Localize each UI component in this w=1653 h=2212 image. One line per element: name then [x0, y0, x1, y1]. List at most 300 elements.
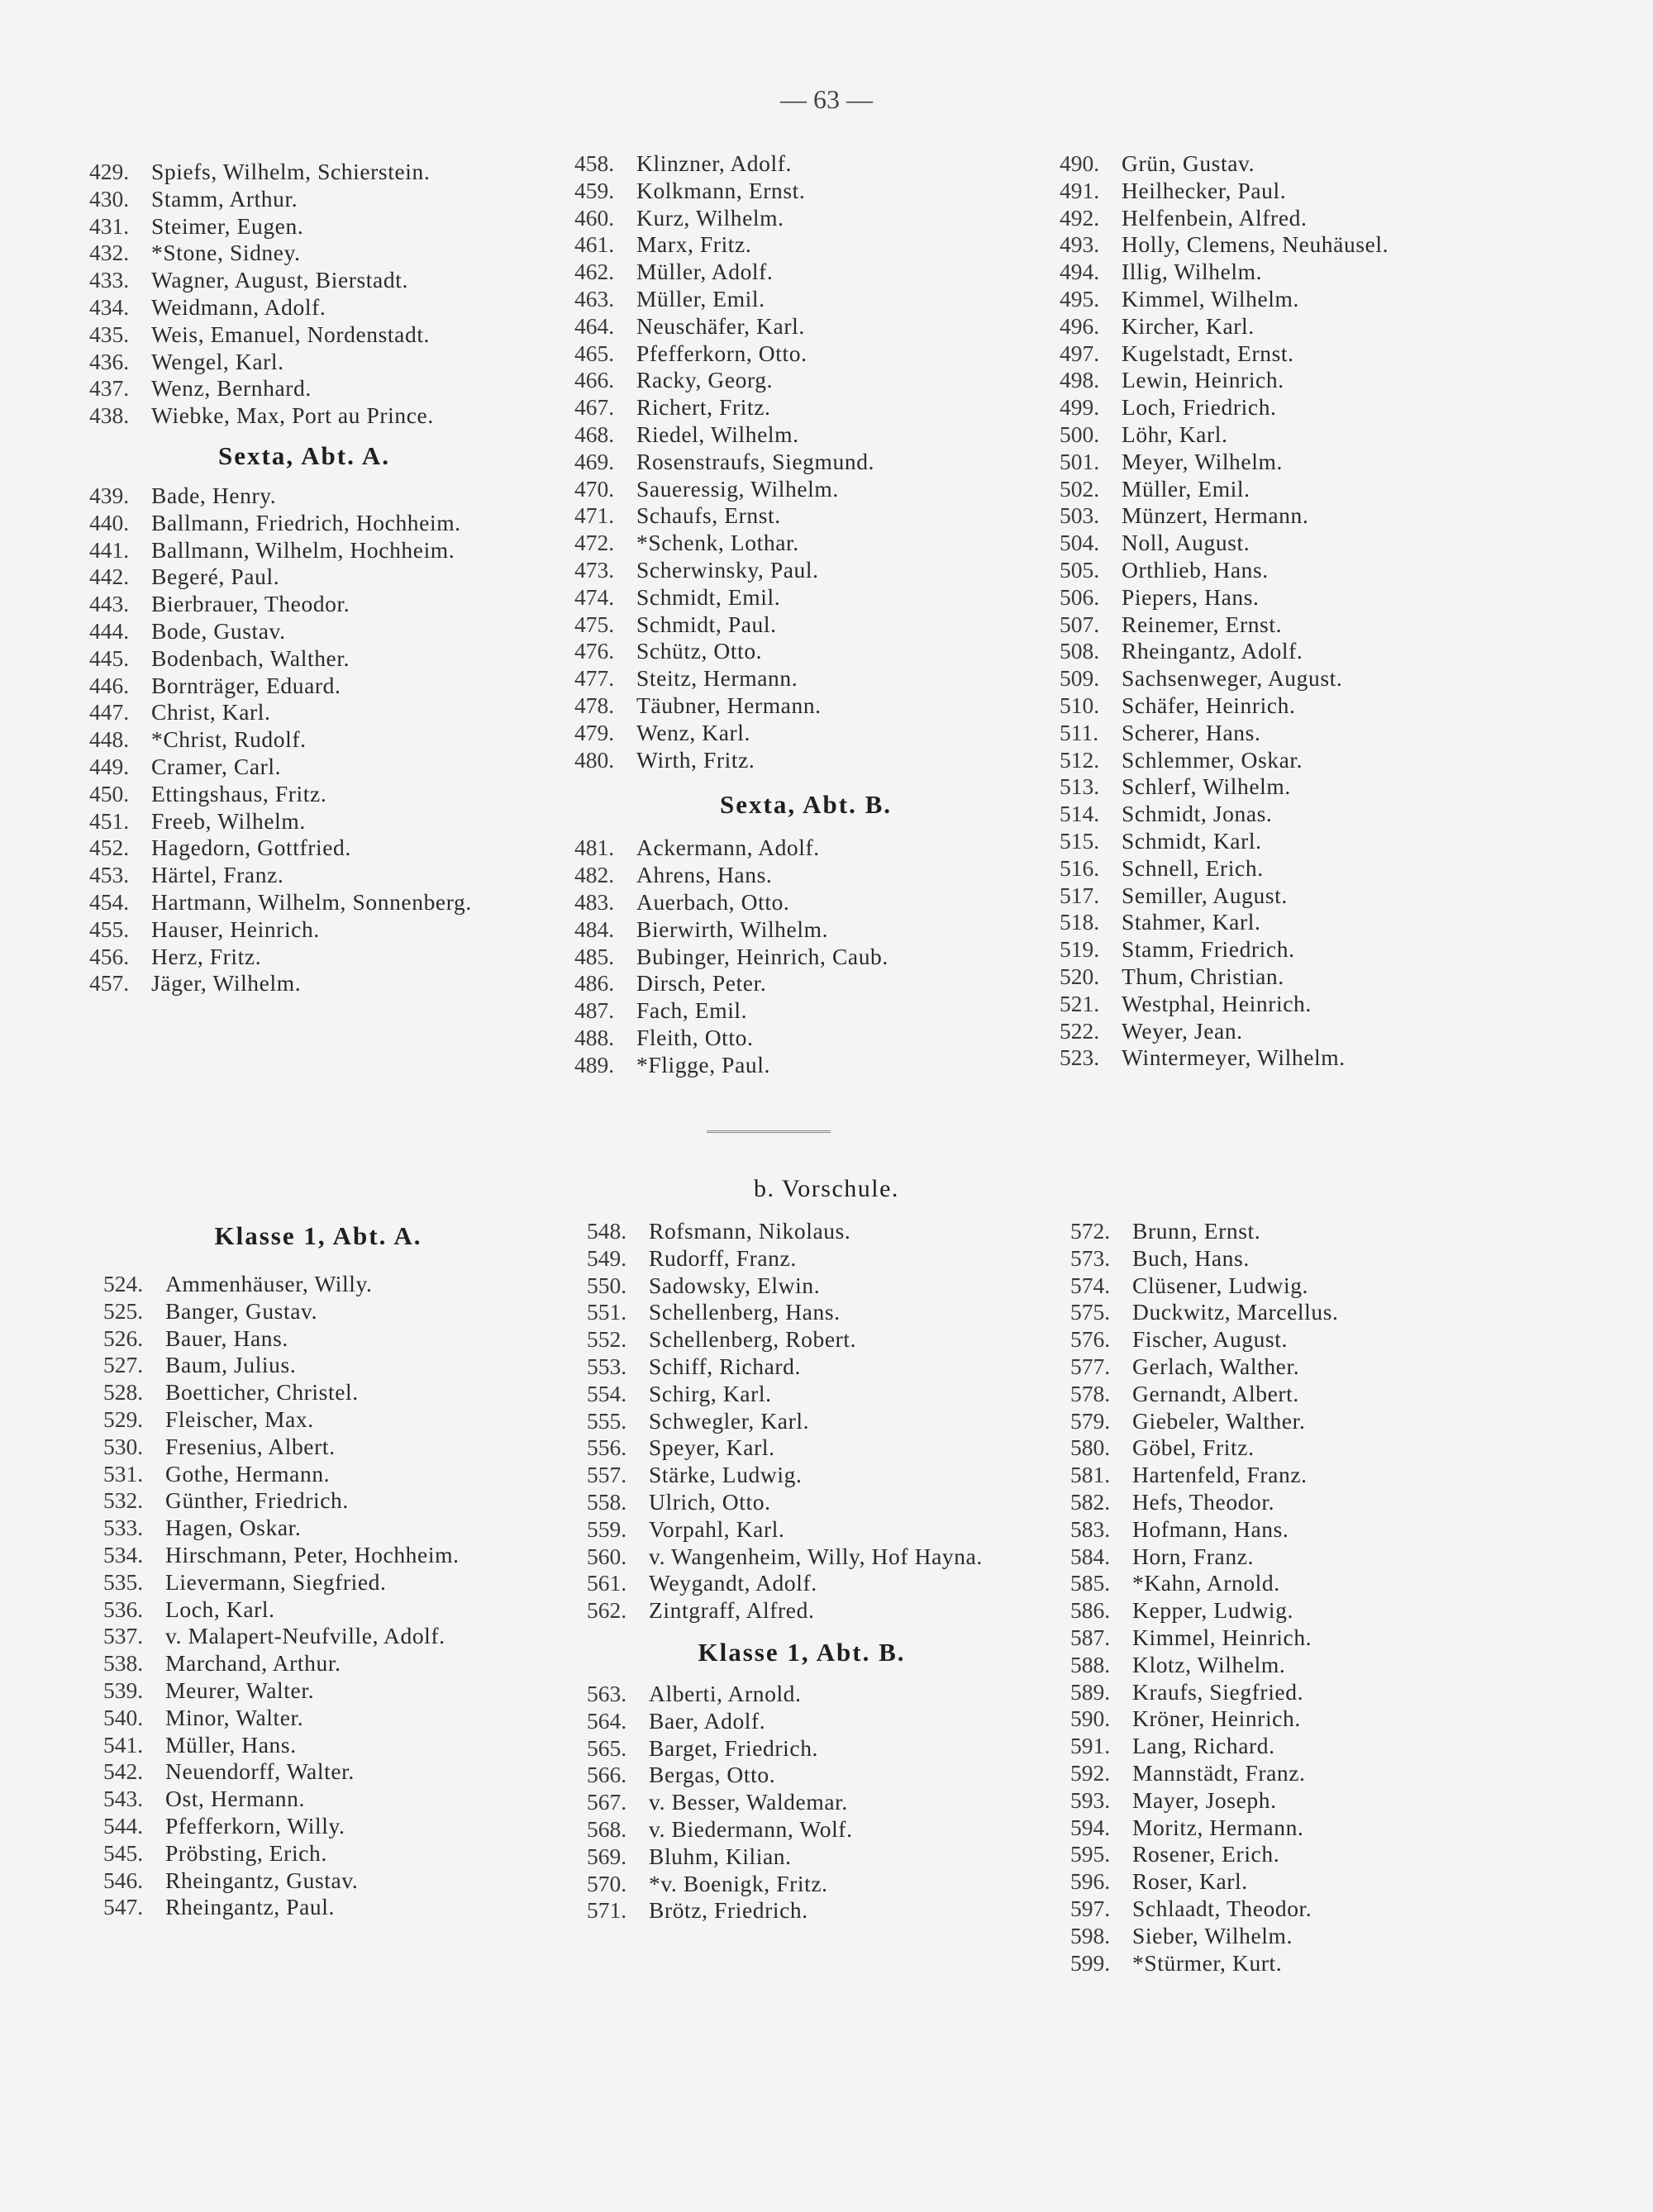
list-entry	[1070, 1841, 1566, 1868]
entry-number: 456.	[89, 943, 130, 969]
entry-name: Müller, Hans.	[165, 1731, 297, 1758]
entry-name: Hefs, Theodor.	[1132, 1488, 1275, 1515]
entry-name: Bierwirth, Wilhelm.	[636, 916, 829, 942]
entry-number: 515.	[1060, 827, 1100, 854]
entry-name: Fischer, August.	[1132, 1326, 1289, 1353]
list-entry	[103, 1325, 533, 1353]
entry-name: Richert, Fritz.	[636, 394, 771, 421]
entry-name: Rosenstraufs, Siegmund.	[636, 448, 875, 474]
entry-name: Roser, Karl.	[1132, 1868, 1248, 1895]
entry-name: *Stone, Sidney.	[151, 240, 301, 266]
list-entry	[574, 367, 1037, 394]
list-entry	[89, 240, 519, 267]
entry-name: Rheingantz, Paul.	[165, 1894, 335, 1920]
list-entry	[1060, 449, 1589, 476]
entry-name: Schirg, Karl.	[649, 1380, 772, 1406]
entry-number: 563.	[587, 1680, 627, 1706]
list-entry	[89, 916, 519, 944]
entry-number: 510.	[1060, 692, 1100, 718]
entry-number: 444.	[89, 617, 130, 644]
entry-name: Wengel, Karl.	[151, 348, 284, 374]
entry-number: 441.	[89, 536, 130, 563]
list-entry	[1060, 801, 1589, 828]
student-list	[89, 483, 519, 997]
entry-number: 484.	[574, 916, 615, 942]
list-entry	[1070, 1272, 1566, 1300]
entry-name: Jäger, Wilhelm.	[151, 970, 302, 997]
entry-name: Wenz, Bernhard.	[151, 375, 312, 402]
list-entry	[103, 1542, 533, 1569]
entry-number: 562.	[587, 1597, 627, 1624]
list-entry	[574, 970, 1037, 997]
list-entry	[1070, 1733, 1566, 1760]
entry-number: 591.	[1070, 1733, 1111, 1759]
entry-name: Rosener, Erich.	[1132, 1841, 1280, 1867]
list-entry	[89, 889, 519, 916]
list-entry	[1060, 178, 1589, 205]
list-entry	[1060, 611, 1589, 639]
list-entry	[89, 321, 519, 349]
entry-number: 455.	[89, 916, 130, 942]
list-entry	[587, 1434, 1017, 1462]
entry-name: Vorpahl, Karl.	[649, 1515, 785, 1542]
entry-name: Mannstädt, Franz.	[1132, 1759, 1306, 1786]
entry-name: Stamm, Arthur.	[151, 185, 298, 212]
student-list	[103, 1271, 533, 1921]
entry-name: Steimer, Eugen.	[151, 212, 304, 239]
entry-name: Sachsenweger, August.	[1122, 665, 1343, 692]
entry-number: 504.	[1060, 530, 1100, 556]
entry-number: 542.	[103, 1758, 144, 1785]
entry-name: Wagner, August, Bierstadt.	[151, 267, 408, 293]
entry-name: Täubner, Hermann.	[636, 692, 822, 718]
list-entry	[1060, 584, 1589, 611]
entry-number: 433.	[89, 267, 130, 293]
entry-number: 571.	[587, 1897, 627, 1924]
entry-name: Semiller, August.	[1122, 882, 1288, 908]
list-entry	[89, 186, 519, 213]
entry-number: 478.	[574, 692, 615, 718]
student-list	[587, 1218, 1017, 1625]
list-entry	[1060, 747, 1589, 774]
list-entry	[89, 726, 519, 754]
list-entry	[1060, 828, 1589, 855]
entry-number: 524.	[103, 1271, 144, 1296]
list-entry	[1070, 1597, 1566, 1625]
entry-name: Bubinger, Heinrich, Caub.	[636, 943, 888, 969]
entry-number: 537.	[103, 1623, 144, 1649]
list-entry	[1060, 394, 1589, 421]
entry-name: *v. Boenigk, Fritz.	[649, 1870, 828, 1896]
entry-name: Schwegler, Karl.	[649, 1407, 810, 1434]
entry-name: v. Besser, Waldemar.	[649, 1789, 848, 1815]
entry-number: 435.	[89, 321, 130, 347]
section-heading-sexta-b: Sexta, Abt. B.	[720, 790, 892, 820]
list-entry	[587, 1735, 1017, 1762]
entry-number: 512.	[1060, 746, 1100, 773]
entry-name: Boetticher, Christel.	[165, 1379, 359, 1406]
list-entry	[574, 1052, 1037, 1079]
list-entry	[103, 1840, 533, 1867]
entry-name: Saueressig, Wilhelm.	[636, 475, 839, 502]
entry-number: 553.	[587, 1353, 627, 1379]
entry-name: Bergas, Otto.	[649, 1762, 776, 1788]
list-entry	[1070, 1544, 1566, 1571]
list-entry	[574, 231, 1037, 259]
entry-number: 499.	[1060, 394, 1100, 421]
entry-name: Westphal, Heinrich.	[1122, 990, 1312, 1016]
entry-name: Reinemer, Ernst.	[1122, 611, 1283, 637]
entry-name: Horn, Franz.	[1132, 1543, 1254, 1569]
entry-name: Schellenberg, Robert.	[649, 1326, 857, 1353]
list-entry	[1060, 936, 1589, 963]
entry-name: Lievermann, Siegfried.	[165, 1568, 387, 1595]
entry-number: 505.	[1060, 556, 1100, 583]
list-entry	[1060, 367, 1589, 394]
list-entry	[103, 1894, 533, 1921]
entry-name: Stärke, Ludwig.	[649, 1462, 803, 1488]
list-entry	[89, 618, 519, 645]
entry-name: Schnell, Erich.	[1122, 854, 1264, 881]
entry-number: 567.	[587, 1789, 627, 1815]
list-entry	[89, 808, 519, 835]
list-entry	[574, 916, 1037, 944]
entry-number: 511.	[1060, 719, 1099, 745]
entry-number: 594.	[1070, 1814, 1111, 1840]
list-entry	[587, 1843, 1017, 1871]
entry-number: 438.	[89, 402, 130, 429]
list-entry	[587, 1570, 1017, 1597]
entry-name: Noll, August.	[1122, 530, 1250, 556]
list-entry	[574, 394, 1037, 421]
bottom-column-1	[103, 1221, 533, 1921]
entry-name: Herz, Fritz.	[151, 943, 262, 969]
entry-number: 523.	[1060, 1044, 1100, 1071]
list-entry	[574, 692, 1037, 720]
list-entry	[574, 313, 1037, 340]
entry-name: Schlerf, Wilhelm.	[1122, 773, 1291, 800]
entry-name: Alberti, Arnold.	[649, 1680, 802, 1706]
list-entry	[1070, 1408, 1566, 1435]
top-column-2	[574, 150, 1037, 1079]
entry-name: Wintermeyer, Wilhelm.	[1122, 1044, 1346, 1071]
entry-number: 538.	[103, 1650, 144, 1677]
entry-name: Helfenbein, Alfred.	[1122, 204, 1308, 231]
entry-name: v. Wangenheim, Willy, Hof Hayna.	[649, 1543, 983, 1569]
entry-name: Clüsener, Ludwig.	[1132, 1272, 1309, 1298]
entry-name: Schmidt, Emil.	[636, 583, 781, 610]
entry-name: Kurz, Wilhelm.	[636, 204, 784, 231]
entry-name: Müller, Adolf.	[636, 259, 774, 285]
entry-name: Kimmel, Wilhelm.	[1122, 285, 1299, 312]
list-entry	[1060, 286, 1589, 313]
entry-name: Moritz, Hermann.	[1132, 1814, 1304, 1840]
entry-number: 546.	[103, 1867, 144, 1893]
entry-number: 544.	[103, 1812, 144, 1839]
list-entry	[1060, 421, 1589, 449]
entry-name: Schlaadt, Theodor.	[1132, 1895, 1312, 1921]
list-entry	[1070, 1705, 1566, 1733]
list-entry	[89, 375, 519, 402]
list-entry	[587, 1516, 1017, 1544]
entry-number: 453.	[89, 862, 130, 888]
entry-name: Hartenfeld, Franz.	[1132, 1462, 1308, 1488]
entry-number: 459.	[574, 177, 615, 203]
entry-name: Steitz, Hermann.	[636, 665, 798, 692]
entry-number: 549.	[587, 1244, 627, 1271]
entry-number: 539.	[103, 1677, 144, 1703]
entry-number: 547.	[103, 1894, 144, 1920]
entry-number: 442.	[89, 564, 130, 590]
entry-name: Günther, Friedrich.	[165, 1487, 349, 1514]
vorschule-heading-row	[0, 1175, 1653, 1203]
list-entry	[574, 889, 1037, 916]
entry-number: 473.	[574, 556, 615, 583]
entry-name: Scherer, Hans.	[1122, 719, 1261, 745]
entry-number: 535.	[103, 1568, 144, 1595]
entry-name: *Christ, Rudolf.	[151, 726, 307, 753]
entry-number: 587.	[1070, 1624, 1111, 1650]
entry-number: 474.	[574, 583, 615, 610]
list-entry	[574, 476, 1037, 503]
entry-number: 581.	[1070, 1462, 1111, 1488]
entry-name: Holly, Clemens, Neuhäusel.	[1122, 231, 1389, 258]
entry-number: 575.	[1070, 1299, 1111, 1325]
entry-number: 454.	[89, 888, 130, 915]
entry-number: 472.	[574, 530, 615, 556]
entry-name: Orthlieb, Hans.	[1122, 556, 1269, 583]
list-entry	[587, 1544, 1017, 1571]
entry-number: 569.	[587, 1843, 627, 1869]
entry-number: 526.	[103, 1325, 144, 1351]
entry-name: Brötz, Friedrich.	[649, 1897, 808, 1924]
entry-name: Rudorff, Franz.	[649, 1244, 797, 1271]
list-entry	[587, 1353, 1017, 1381]
entry-number: 590.	[1070, 1705, 1111, 1732]
entry-name: Sieber, Wilhelm.	[1132, 1922, 1293, 1948]
entry-number: 566.	[587, 1762, 627, 1788]
entry-number: 548.	[587, 1218, 627, 1244]
entry-number: 534.	[103, 1541, 144, 1567]
list-entry	[574, 720, 1037, 747]
entry-name: Grün, Gustav.	[1122, 150, 1255, 176]
student-list	[587, 1681, 1017, 1924]
entry-name: Härtel, Franz.	[151, 862, 284, 888]
student-list	[574, 835, 1037, 1078]
entry-number: 529.	[103, 1406, 144, 1432]
list-entry	[89, 645, 519, 673]
entry-name: Kircher, Karl.	[1122, 312, 1255, 339]
entry-name: Fleischer, Max.	[165, 1406, 314, 1432]
list-entry	[103, 1406, 533, 1434]
entry-number: 580.	[1070, 1434, 1111, 1461]
entry-number: 527.	[103, 1352, 144, 1378]
entry-name: Schiff, Richard.	[649, 1353, 801, 1379]
entry-number: 495.	[1060, 285, 1100, 312]
list-entry	[1070, 1652, 1566, 1679]
list-entry	[574, 665, 1037, 692]
list-entry	[89, 781, 519, 808]
entry-name: Schellenberg, Hans.	[649, 1299, 841, 1325]
entry-number: 469.	[574, 448, 615, 474]
list-entry	[574, 584, 1037, 611]
list-entry	[89, 591, 519, 618]
entry-number: 508.	[1060, 638, 1100, 664]
entry-number: 586.	[1070, 1597, 1111, 1624]
entry-name: Buch, Hans.	[1132, 1244, 1250, 1271]
entry-number: 475.	[574, 611, 615, 637]
entry-name: Marchand, Arthur.	[165, 1650, 341, 1677]
entry-name: Wirth, Fritz.	[636, 746, 755, 773]
entry-name: Fach, Emil.	[636, 997, 748, 1024]
entry-number: 565.	[587, 1734, 627, 1761]
list-entry	[1070, 1299, 1566, 1326]
entry-number: 577.	[1070, 1353, 1111, 1379]
list-entry	[587, 1462, 1017, 1489]
entry-name: Schmidt, Paul.	[636, 611, 777, 637]
list-entry	[89, 835, 519, 862]
section-heading-sexta-a: Sexta, Abt. A.	[218, 440, 390, 470]
entry-name: Bade, Henry.	[151, 482, 277, 508]
entry-number: 558.	[587, 1488, 627, 1515]
entry-number: 489.	[574, 1051, 615, 1077]
entry-name: Schäfer, Heinrich.	[1122, 692, 1296, 718]
entry-name: Rheingantz, Gustav.	[165, 1867, 359, 1893]
entry-number: 530.	[103, 1433, 144, 1459]
entry-name: Giebeler, Walther.	[1132, 1407, 1306, 1434]
entry-name: *Kahn, Arnold.	[1132, 1570, 1280, 1596]
entry-name: Bode, Gustav.	[151, 617, 286, 644]
list-entry	[1070, 1787, 1566, 1815]
entry-name: Hagedorn, Gottfried.	[151, 835, 351, 861]
list-entry	[587, 1245, 1017, 1272]
entry-number: 462.	[574, 259, 615, 285]
list-entry	[587, 1218, 1017, 1245]
entry-name: v. Malapert-Neufville, Adolf.	[165, 1623, 445, 1649]
list-entry	[1060, 692, 1589, 720]
entry-number: 514.	[1060, 801, 1100, 827]
entry-name: Heilhecker, Paul.	[1122, 177, 1287, 203]
entry-number: 516.	[1060, 854, 1100, 881]
entry-number: 466.	[574, 367, 615, 393]
entry-number: 483.	[574, 888, 615, 915]
entry-name: Illig, Wilhelm.	[1122, 259, 1263, 285]
list-entry	[1070, 1245, 1566, 1272]
entry-name: Meurer, Walter.	[165, 1677, 315, 1703]
entry-name: Kimmel, Heinrich.	[1132, 1624, 1312, 1650]
list-entry	[574, 178, 1037, 205]
list-entry	[1060, 638, 1589, 665]
entry-name: Hofmann, Hans.	[1132, 1515, 1289, 1542]
entry-number: 585.	[1070, 1570, 1111, 1596]
list-entry	[574, 862, 1037, 889]
entry-name: Loch, Friedrich.	[1122, 394, 1277, 421]
section-heading-vorschule: b. Vorschule.	[754, 1175, 899, 1202]
entry-name: Bornträger, Eduard.	[151, 672, 341, 698]
entry-number: 500.	[1060, 421, 1100, 447]
entry-number: 494.	[1060, 259, 1100, 285]
entry-number: 488.	[574, 1024, 615, 1050]
list-entry	[1070, 1760, 1566, 1787]
entry-number: 598.	[1070, 1922, 1111, 1948]
entry-number: 437.	[89, 375, 130, 402]
entry-number: 518.	[1060, 909, 1100, 935]
entry-name: Lang, Richard.	[1132, 1733, 1275, 1759]
student-list	[89, 159, 519, 430]
list-entry	[89, 349, 519, 376]
entry-number: 440.	[89, 509, 130, 535]
entry-number: 458.	[574, 150, 615, 176]
page-number: — 63 —	[780, 84, 873, 114]
list-entry	[1060, 340, 1589, 368]
entry-number: 463.	[574, 285, 615, 312]
entry-name: Brunn, Ernst.	[1132, 1218, 1261, 1244]
entry-number: 573.	[1070, 1244, 1111, 1271]
entry-number: 482.	[574, 862, 615, 888]
entry-name: Hirschmann, Peter, Hochheim.	[165, 1541, 460, 1567]
list-entry	[1060, 720, 1589, 747]
list-entry	[587, 1408, 1017, 1435]
entry-name: Hauser, Heinrich.	[151, 916, 320, 942]
list-entry	[89, 537, 519, 564]
list-entry	[89, 754, 519, 781]
entry-name: Pfefferkorn, Willy.	[165, 1812, 345, 1839]
list-entry	[103, 1569, 533, 1596]
entry-number: 465.	[574, 340, 615, 366]
list-entry	[587, 1489, 1017, 1516]
student-list	[574, 150, 1037, 773]
list-entry	[574, 286, 1037, 313]
list-entry	[1060, 313, 1589, 340]
entry-number: 447.	[89, 699, 130, 725]
list-entry	[1070, 1950, 1566, 1977]
list-entry	[1070, 1625, 1566, 1652]
entry-name: Weyer, Jean.	[1122, 1017, 1243, 1044]
entry-name: Dirsch, Peter.	[636, 970, 767, 997]
list-entry	[587, 1681, 1017, 1708]
entry-number: 509.	[1060, 665, 1100, 692]
entry-name: Hagen, Oskar.	[165, 1515, 302, 1541]
entry-number: 496.	[1060, 312, 1100, 339]
entry-name: Thum, Christian.	[1122, 963, 1284, 989]
entry-number: 486.	[574, 970, 615, 997]
entry-number: 449.	[89, 753, 130, 779]
list-entry	[89, 510, 519, 537]
entry-name: Ost, Hermann.	[165, 1786, 305, 1812]
list-entry	[574, 997, 1037, 1025]
list-entry	[1060, 882, 1589, 910]
entry-number: 559.	[587, 1515, 627, 1542]
list-entry	[1060, 530, 1589, 557]
entry-number: 528.	[103, 1379, 144, 1406]
list-entry	[1060, 476, 1589, 503]
entry-name: Loch, Karl.	[165, 1596, 275, 1622]
entry-number: 467.	[574, 394, 615, 421]
entry-number: 584.	[1070, 1543, 1111, 1569]
entry-name: Baer, Adolf.	[649, 1707, 766, 1734]
entry-name: v. Biedermann, Wolf.	[649, 1815, 853, 1842]
entry-number: 561.	[587, 1570, 627, 1596]
entry-name: Ballmann, Friedrich, Hochheim.	[151, 509, 461, 535]
section-heading-klasse1-a: Klasse 1, Abt. A.	[214, 1221, 422, 1250]
entry-name: Bauer, Hans.	[165, 1325, 288, 1351]
entry-name: Christ, Karl.	[151, 699, 271, 725]
list-entry	[89, 564, 519, 591]
entry-name: Kröner, Heinrich.	[1132, 1705, 1301, 1732]
bottom-column-2	[587, 1218, 1017, 1924]
list-entry	[89, 944, 519, 971]
entry-name: Schaufs, Ernst.	[636, 502, 781, 529]
